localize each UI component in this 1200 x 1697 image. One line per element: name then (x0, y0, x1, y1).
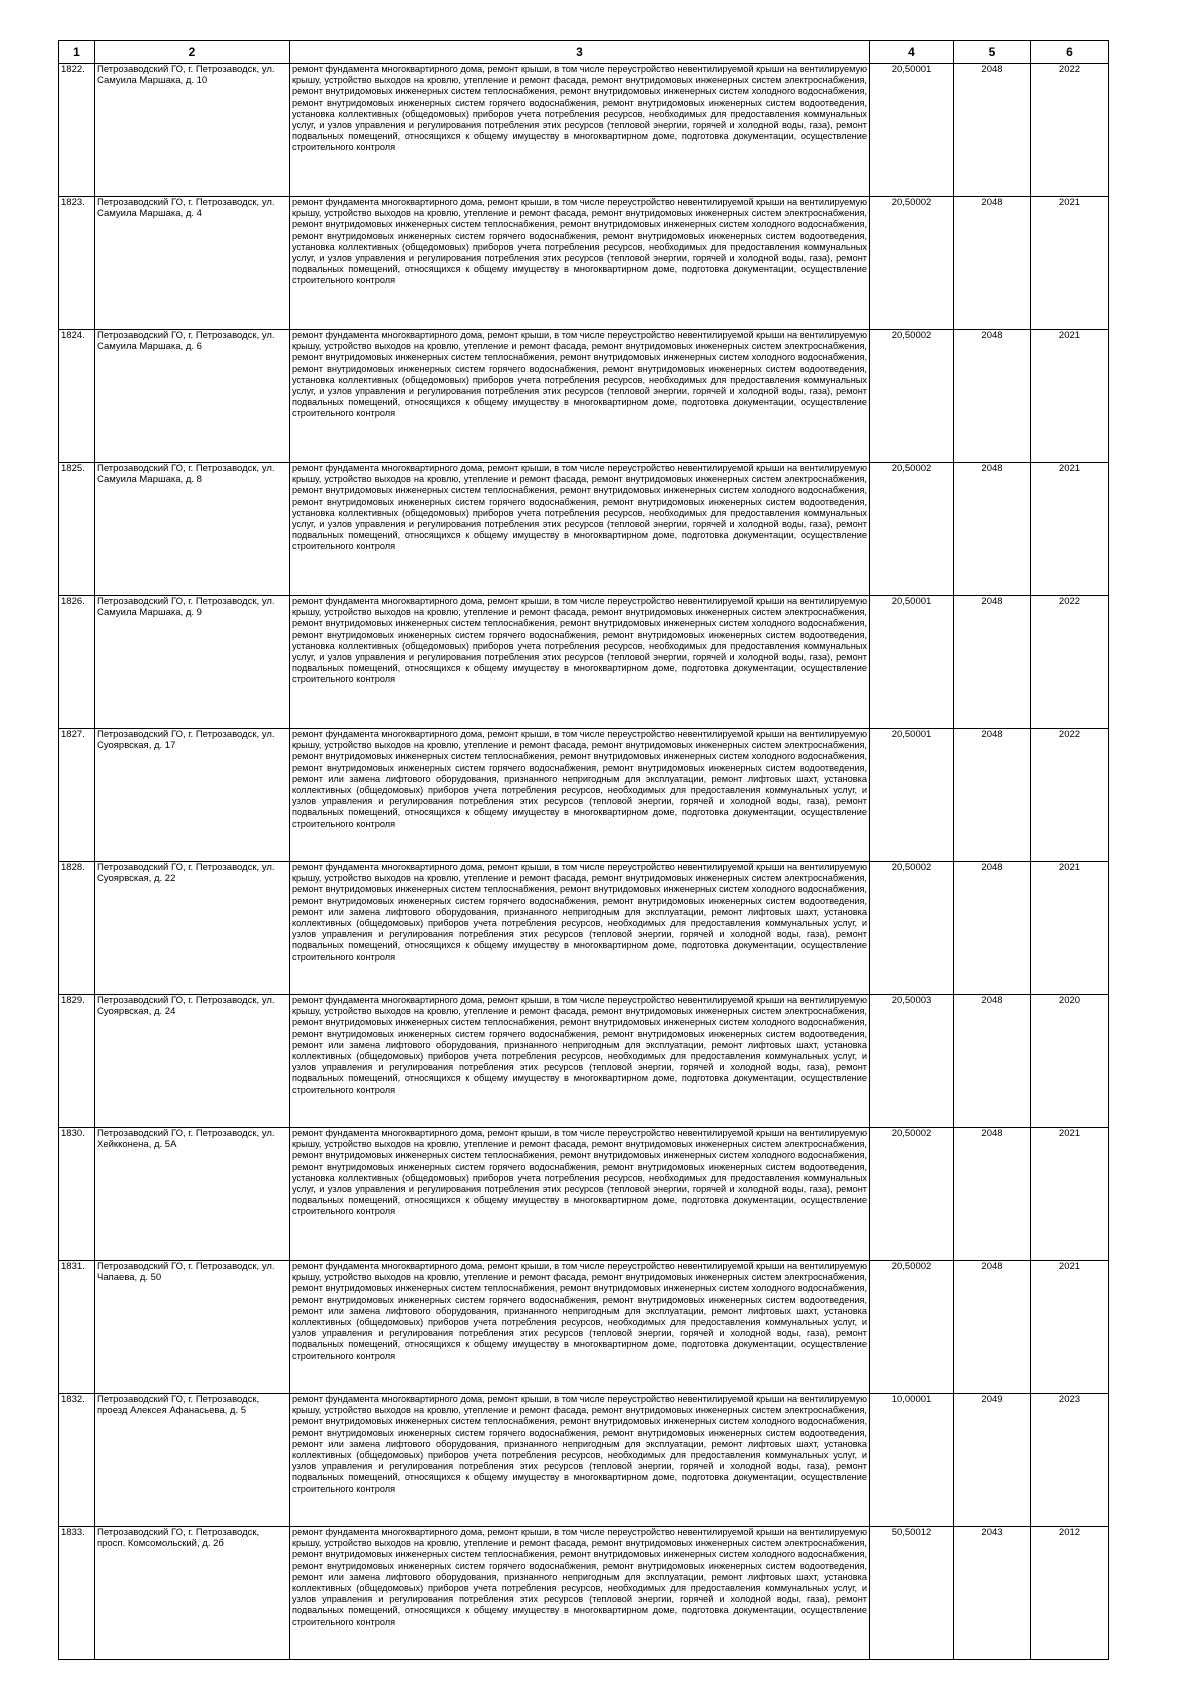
col5-year: 2048 (954, 862, 1031, 995)
col4-value: 20,50002 (870, 1128, 954, 1261)
address-cell: Петрозаводский ГО, г. Петрозаводск, ул. Суоярвская, д. 24 (95, 995, 290, 1128)
col6-year: 2021 (1031, 862, 1109, 995)
address-cell: Петрозаводский ГО, г. Петрозаводск, просп. Комсомольский, д. 2б (95, 1527, 290, 1660)
address-cell: Петрозаводский ГО, г. Петрозаводск, ул. Самуила Маршака, д. 6 (95, 330, 290, 463)
table-row (59, 197, 1109, 330)
works-cell: ремонт фундамента многоквартирного дома, ремонт крыши, в том числе переустройство невентилируемой крыши на вентилируемую крышу, устройство выходов на кровлю, утепление и ремонт фасада, ремонт внутридомовых инженерных систем электроснабжения, ремонт внутридомовых инженерных систем теплоснабжения, ремонт внутридомовых инженерных систем холодного водоснабжения, ремонт внутридомовых инженерных систем горячего водоснабжения, ремонт внутридомовых инженерных систем водоотведения, ремонт или замена лифтового оборудования, признанного непригодным для эксплуатации, ремонт лифтовых шахт, установка коллективных (общедомовых) приборов учета потребления ресурсов, необходимых для предоставления коммунальных услуг, и узлов управления и регулирования потребления этих ресурсов (тепловой энергии, горячей и холодной воды, газа), ремонт подвальных помещений, относящихся к общему имуществу в многоквартирном доме, подготовка документации, осуществление строительного контроля (290, 862, 870, 995)
header-col-2: 2 (95, 41, 290, 64)
works-cell: ремонт фундамента многоквартирного дома, ремонт крыши, в том числе переустройство невентилируемой крыши на вентилируемую крышу, устройство выходов на кровлю, утепление и ремонт фасада, ремонт внутридомовых инженерных систем электроснабжения, ремонт внутридомовых инженерных систем теплоснабжения, ремонт внутридомовых инженерных систем холодного водоснабжения, ремонт внутридомовых инженерных систем горячего водоснабжения, ремонт внутридомовых инженерных систем водоотведения, ремонт или замена лифтового оборудования, признанного непригодным для эксплуатации, ремонт лифтовых шахт, установка коллективных (общедомовых) приборов учета потребления ресурсов, необходимых для предоставления коммунальных услуг, и узлов управления и регулирования потребления этих ресурсов (тепловой энергии, горячей и холодной воды, газа), ремонт подвальных помещений, относящихся к общему имуществу в многоквартирном доме, подготовка документации, осуществление строительного контроля (290, 1261, 870, 1394)
col5-year: 2048 (954, 1128, 1031, 1261)
table-body (59, 64, 1109, 1660)
row-number: 1832. (59, 1394, 95, 1527)
col6-year: 2021 (1031, 197, 1109, 330)
works-cell: ремонт фундамента многоквартирного дома, ремонт крыши, в том числе переустройство невентилируемой крыши на вентилируемую крышу, устройство выходов на кровлю, утепление и ремонт фасада, ремонт внутридомовых инженерных систем электроснабжения, ремонт внутридомовых инженерных систем теплоснабжения, ремонт внутридомовых инженерных систем холодного водоснабжения, ремонт внутридомовых инженерных систем горячего водоснабжения, ремонт внутридомовых инженерных систем водоотведения, ремонт или замена лифтового оборудования, признанного непригодным для эксплуатации, ремонт лифтовых шахт, установка коллективных (общедомовых) приборов учета потребления ресурсов, необходимых для предоставления коммунальных услуг, и узлов управления и регулирования потребления этих ресурсов (тепловой энергии, горячей и холодной воды, газа), ремонт подвальных помещений, относящихся к общему имуществу в многоквартирном доме, подготовка документации, осуществление строительного контроля (290, 1527, 870, 1660)
table-row (59, 1261, 1109, 1394)
table-row (59, 64, 1109, 197)
header-row (59, 41, 1109, 64)
col4-value: 20,50002 (870, 1261, 954, 1394)
address-cell: Петрозаводский ГО, г. Петрозаводск, ул. Суоярвская, д. 22 (95, 862, 290, 995)
address-cell: Петрозаводский ГО, г. Петрозаводск, ул. Самуила Маршака, д. 4 (95, 197, 290, 330)
col4-value: 20,50001 (870, 729, 954, 862)
row-number: 1825. (59, 463, 95, 596)
row-number: 1833. (59, 1527, 95, 1660)
works-cell: ремонт фундамента многоквартирного дома, ремонт крыши, в том числе переустройство невентилируемой крыши на вентилируемую крышу, устройство выходов на кровлю, утепление и ремонт фасада, ремонт внутридомовых инженерных систем электроснабжения, ремонт внутридомовых инженерных систем теплоснабжения, ремонт внутридомовых инженерных систем холодного водоснабжения, ремонт внутридомовых инженерных систем горячего водоснабжения, ремонт внутридомовых инженерных систем водоотведения, установка коллективных (общедомовых) приборов учета потребления ресурсов, необходимых для предоставления коммунальных услуг, и узлов управления и регулирования потребления этих ресурсов (тепловой энергии, горячей и холодной воды, газа), ремонт подвальных помещений, относящихся к общему имуществу в многоквартирном доме, подготовка документации, осуществление строительного контроля (290, 1128, 870, 1261)
works-cell: ремонт фундамента многоквартирного дома, ремонт крыши, в том числе переустройство невентилируемой крыши на вентилируемую крышу, устройство выходов на кровлю, утепление и ремонт фасада, ремонт внутридомовых инженерных систем электроснабжения, ремонт внутридомовых инженерных систем теплоснабжения, ремонт внутридомовых инженерных систем холодного водоснабжения, ремонт внутридомовых инженерных систем горячего водоснабжения, ремонт внутридомовых инженерных систем водоотведения, установка коллективных (общедомовых) приборов учета потребления ресурсов, необходимых для предоставления коммунальных услуг, и узлов управления и регулирования потребления этих ресурсов (тепловой энергии, горячей и холодной воды, газа), ремонт подвальных помещений, относящихся к общему имуществу в многоквартирном доме, подготовка документации, осуществление строительного контроля (290, 463, 870, 596)
works-cell: ремонт фундамента многоквартирного дома, ремонт крыши, в том числе переустройство невентилируемой крыши на вентилируемую крышу, устройство выходов на кровлю, утепление и ремонт фасада, ремонт внутридомовых инженерных систем электроснабжения, ремонт внутридомовых инженерных систем теплоснабжения, ремонт внутридомовых инженерных систем холодного водоснабжения, ремонт внутридомовых инженерных систем горячего водоснабжения, ремонт внутридомовых инженерных систем водоотведения, ремонт или замена лифтового оборудования, признанного непригодным для эксплуатации, ремонт лифтовых шахт, установка коллективных (общедомовых) приборов учета потребления ресурсов, необходимых для предоставления коммунальных услуг, и узлов управления и регулирования потребления этих ресурсов (тепловой энергии, горячей и холодной воды, газа), ремонт подвальных помещений, относящихся к общему имуществу в многоквартирном доме, подготовка документации, осуществление строительного контроля (290, 729, 870, 862)
col4-value: 20,50001 (870, 64, 954, 197)
address-cell: Петрозаводский ГО, г. Петрозаводск, ул. Хейкконена, д. 5А (95, 1128, 290, 1261)
col4-value: 10,00001 (870, 1394, 954, 1527)
col6-year: 2021 (1031, 1261, 1109, 1394)
table-row (59, 463, 1109, 596)
header-col-3: 3 (290, 41, 870, 64)
col6-year: 2022 (1031, 596, 1109, 729)
col4-value: 20,50001 (870, 596, 954, 729)
header-col-6: 6 (1031, 41, 1109, 64)
col5-year: 2048 (954, 197, 1031, 330)
col6-year: 2021 (1031, 330, 1109, 463)
table-row (59, 995, 1109, 1128)
address-cell: Петрозаводский ГО, г. Петрозаводск, ул. Самуила Маршака, д. 8 (95, 463, 290, 596)
header-col-5: 5 (954, 41, 1031, 64)
col4-value: 20,50002 (870, 197, 954, 330)
table-row (59, 729, 1109, 862)
col6-year: 2021 (1031, 463, 1109, 596)
table-row (59, 330, 1109, 463)
header-col-4: 4 (870, 41, 954, 64)
row-number: 1829. (59, 995, 95, 1128)
works-cell: ремонт фундамента многоквартирного дома, ремонт крыши, в том числе переустройство невентилируемой крыши на вентилируемую крышу, устройство выходов на кровлю, утепление и ремонт фасада, ремонт внутридомовых инженерных систем электроснабжения, ремонт внутридомовых инженерных систем теплоснабжения, ремонт внутридомовых инженерных систем холодного водоснабжения, ремонт внутридомовых инженерных систем горячего водоснабжения, ремонт внутридомовых инженерных систем водоотведения, установка коллективных (общедомовых) приборов учета потребления ресурсов, необходимых для предоставления коммунальных услуг, и узлов управления и регулирования потребления этих ресурсов (тепловой энергии, горячей и холодной воды, газа), ремонт подвальных помещений, относящихся к общему имуществу в многоквартирном доме, подготовка документации, осуществление строительного контроля (290, 596, 870, 729)
row-number: 1831. (59, 1261, 95, 1394)
address-cell: Петрозаводский ГО, г. Петрозаводск, ул. Чапаева, д. 50 (95, 1261, 290, 1394)
col5-year: 2049 (954, 1394, 1031, 1527)
col6-year: 2023 (1031, 1394, 1109, 1527)
col5-year: 2048 (954, 729, 1031, 862)
address-cell: Петрозаводский ГО, г. Петрозаводск, ул. Самуила Маршака, д. 10 (95, 64, 290, 197)
address-cell: Петрозаводский ГО, г. Петрозаводск, проезд Алексея Афанасьева, д. 5 (95, 1394, 290, 1527)
col5-year: 2048 (954, 64, 1031, 197)
col4-value: 20,50002 (870, 463, 954, 596)
row-number: 1824. (59, 330, 95, 463)
row-number: 1826. (59, 596, 95, 729)
col5-year: 2048 (954, 463, 1031, 596)
address-cell: Петрозаводский ГО, г. Петрозаводск, ул. Самуила Маршака, д. 9 (95, 596, 290, 729)
col5-year: 2048 (954, 1261, 1031, 1394)
row-number: 1828. (59, 862, 95, 995)
col4-value: 50,50012 (870, 1527, 954, 1660)
row-number: 1830. (59, 1128, 95, 1261)
col5-year: 2048 (954, 596, 1031, 729)
table-row (59, 1394, 1109, 1527)
address-cell: Петрозаводский ГО, г. Петрозаводск, ул. Суоярвская, д. 17 (95, 729, 290, 862)
row-number: 1827. (59, 729, 95, 862)
col6-year: 2022 (1031, 64, 1109, 197)
header-col-1: 1 (59, 41, 95, 64)
repair-program-table (58, 40, 1109, 1660)
works-cell: ремонт фундамента многоквартирного дома, ремонт крыши, в том числе переустройство невентилируемой крыши на вентилируемую крышу, устройство выходов на кровлю, утепление и ремонт фасада, ремонт внутридомовых инженерных систем электроснабжения, ремонт внутридомовых инженерных систем теплоснабжения, ремонт внутридомовых инженерных систем холодного водоснабжения, ремонт внутридомовых инженерных систем горячего водоснабжения, ремонт внутридомовых инженерных систем водоотведения, установка коллективных (общедомовых) приборов учета потребления ресурсов, необходимых для предоставления коммунальных услуг, и узлов управления и регулирования потребления этих ресурсов (тепловой энергии, горячей и холодной воды, газа), ремонт подвальных помещений, относящихся к общему имуществу в многоквартирном доме, подготовка документации, осуществление строительного контроля (290, 64, 870, 197)
works-cell: ремонт фундамента многоквартирного дома, ремонт крыши, в том числе переустройство невентилируемой крыши на вентилируемую крышу, устройство выходов на кровлю, утепление и ремонт фасада, ремонт внутридомовых инженерных систем электроснабжения, ремонт внутридомовых инженерных систем теплоснабжения, ремонт внутридомовых инженерных систем холодного водоснабжения, ремонт внутридомовых инженерных систем горячего водоснабжения, ремонт внутридомовых инженерных систем водоотведения, установка коллективных (общедомовых) приборов учета потребления ресурсов, необходимых для предоставления коммунальных услуг, и узлов управления и регулирования потребления этих ресурсов (тепловой энергии, горячей и холодной воды, газа), ремонт подвальных помещений, относящихся к общему имуществу в многоквартирном доме, подготовка документации, осуществление строительного контроля (290, 197, 870, 330)
table-row (59, 1128, 1109, 1261)
row-number: 1822. (59, 64, 95, 197)
col5-year: 2048 (954, 995, 1031, 1128)
table-row (59, 862, 1109, 995)
works-cell: ремонт фундамента многоквартирного дома, ремонт крыши, в том числе переустройство невентилируемой крыши на вентилируемую крышу, устройство выходов на кровлю, утепление и ремонт фасада, ремонт внутридомовых инженерных систем электроснабжения, ремонт внутридомовых инженерных систем теплоснабжения, ремонт внутридомовых инженерных систем холодного водоснабжения, ремонт внутридомовых инженерных систем горячего водоснабжения, ремонт внутридомовых инженерных систем водоотведения, ремонт или замена лифтового оборудования, признанного непригодным для эксплуатации, ремонт лифтовых шахт, установка коллективных (общедомовых) приборов учета потребления ресурсов, необходимых для предоставления коммунальных услуг, и узлов управления и регулирования потребления этих ресурсов (тепловой энергии, горячей и холодной воды, газа), ремонт подвальных помещений, относящихся к общему имуществу в многоквартирном доме, подготовка документации, осуществление строительного контроля (290, 995, 870, 1128)
col5-year: 2048 (954, 330, 1031, 463)
table-row (59, 596, 1109, 729)
col6-year: 2020 (1031, 995, 1109, 1128)
col5-year: 2043 (954, 1527, 1031, 1660)
works-cell: ремонт фундамента многоквартирного дома, ремонт крыши, в том числе переустройство невентилируемой крыши на вентилируемую крышу, устройство выходов на кровлю, утепление и ремонт фасада, ремонт внутридомовых инженерных систем электроснабжения, ремонт внутридомовых инженерных систем теплоснабжения, ремонт внутридомовых инженерных систем холодного водоснабжения, ремонт внутридомовых инженерных систем горячего водоснабжения, ремонт внутридомовых инженерных систем водоотведения, установка коллективных (общедомовых) приборов учета потребления ресурсов, необходимых для предоставления коммунальных услуг, и узлов управления и регулирования потребления этих ресурсов (тепловой энергии, горячей и холодной воды, газа), ремонт подвальных помещений, относящихся к общему имуществу в многоквартирном доме, подготовка документации, осуществление строительного контроля (290, 330, 870, 463)
col6-year: 2021 (1031, 1128, 1109, 1261)
col6-year: 2022 (1031, 729, 1109, 862)
col6-year: 2012 (1031, 1527, 1109, 1660)
works-cell: ремонт фундамента многоквартирного дома, ремонт крыши, в том числе переустройство невентилируемой крыши на вентилируемую крышу, устройство выходов на кровлю, утепление и ремонт фасада, ремонт внутридомовых инженерных систем электроснабжения, ремонт внутридомовых инженерных систем теплоснабжения, ремонт внутридомовых инженерных систем холодного водоснабжения, ремонт внутридомовых инженерных систем горячего водоснабжения, ремонт внутридомовых инженерных систем водоотведения, ремонт или замена лифтового оборудования, признанного непригодным для эксплуатации, ремонт лифтовых шахт, установка коллективных (общедомовых) приборов учета потребления ресурсов, необходимых для предоставления коммунальных услуг, и узлов управления и регулирования потребления этих ресурсов (тепловой энергии, горячей и холодной воды, газа), ремонт подвальных помещений, относящихся к общему имуществу в многоквартирном доме, подготовка документации, осуществление строительного контроля (290, 1394, 870, 1527)
col4-value: 20,50002 (870, 330, 954, 463)
row-number: 1823. (59, 197, 95, 330)
col4-value: 20,50003 (870, 995, 954, 1128)
table-row (59, 1527, 1109, 1660)
col4-value: 20,50002 (870, 862, 954, 995)
